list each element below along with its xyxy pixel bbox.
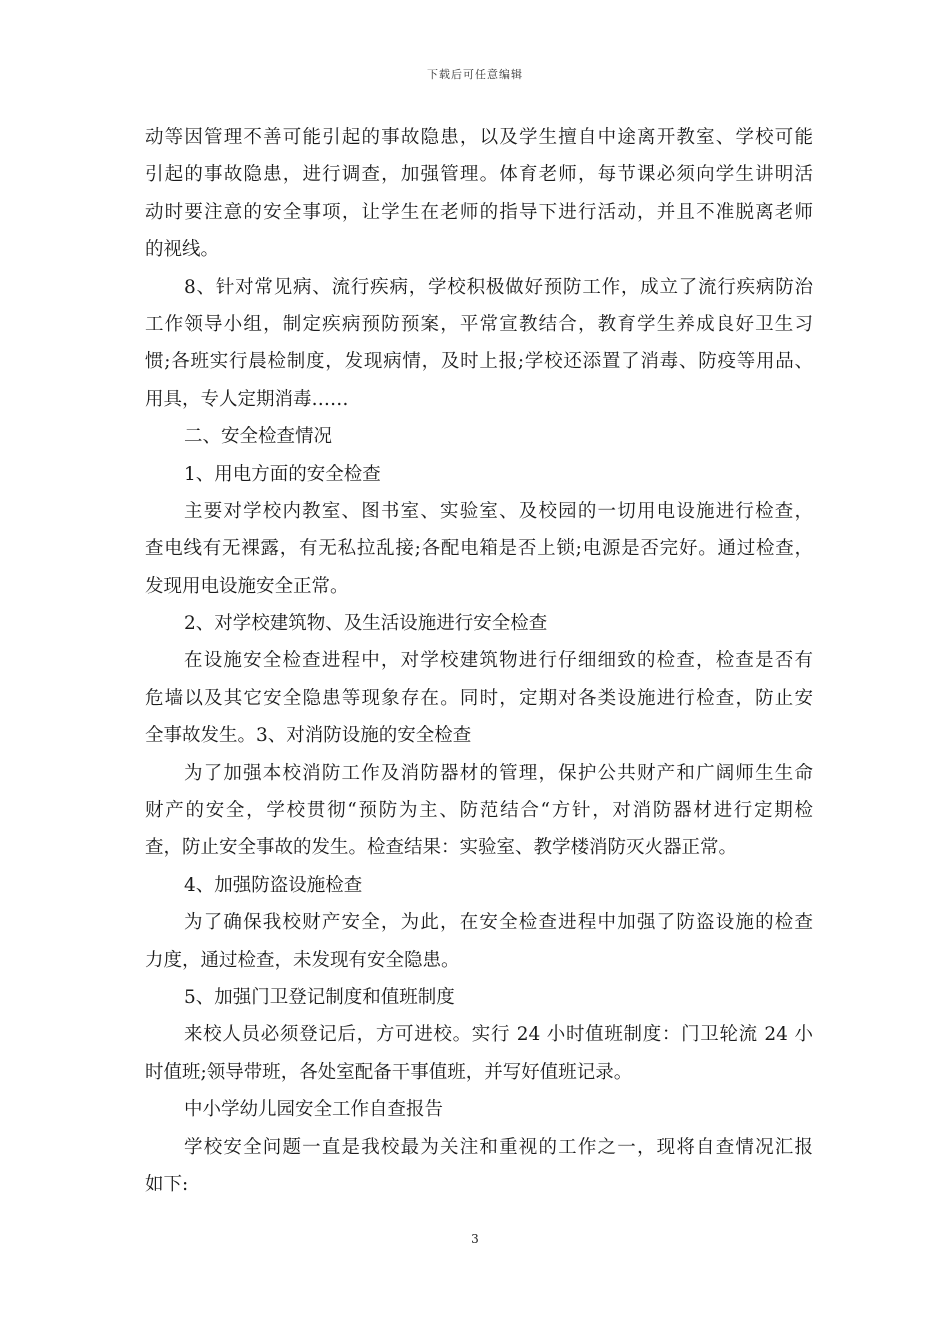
text-line: 力度，通过检查，未发现有安全隐患。 <box>145 949 460 971</box>
text-line: 危墙以及其它安全隐患等现象存在。同时，定期对各类设施进行检查，防止安 <box>145 687 813 709</box>
text-line: 为了确保我校财产安全，为此，在安全检查进程中加强了防盗设施的检查 <box>184 912 813 934</box>
text-line: 来校人员必须登记后，方可进校。实行 24 小时值班制度：门卫轮流 24 小 <box>184 1024 813 1046</box>
page-number: 3 <box>471 1232 479 1246</box>
text-line: 查电线有无裸露，有无私拉乱接;各配电箱是否上锁;电源是否完好。通过检查， <box>145 538 813 560</box>
text-line: 工作领导小组，制定疾病预防预案，平常宣教结合，教育学生养成良好卫生习 <box>145 313 813 335</box>
text-line: 时值班;领导带班，各处室配备干事值班，并写好值班记录。 <box>145 1061 633 1083</box>
text-line: 发现用电设施安全正常。 <box>145 575 349 597</box>
text-line: 引起的事故隐患，进行调查，加强管理。体育老师，每节课必须向学生讲明活 <box>145 164 813 186</box>
body-text <box>145 119 813 1203</box>
text-line: 二、安全检查情况 <box>184 426 333 448</box>
text-line: 为了加强本校消防工作及消防器材的管理，保护公共财产和广阔师生生命 <box>184 762 813 784</box>
text-line: 如下: <box>145 1173 189 1195</box>
text-line: 8、针对常见病、流行疾病，学校积极做好预防工作，成立了流行疾病防治 <box>184 276 813 298</box>
text-line: 全事故发生。3、对消防设施的安全检查 <box>145 725 472 747</box>
text-line: 财产的安全，学校贯彻“预防为主、防范结合“方针，对消防器材进行定期检 <box>145 800 813 822</box>
text-line: 2、对学校建筑物、及生活设施进行安全检查 <box>184 613 548 635</box>
page-header: 下载后可任意编辑 <box>427 68 523 81</box>
text-line: 主要对学校内教室、图书室、实验室、及校园的一切用电设施进行检查， <box>184 500 813 522</box>
text-line: 中小学幼儿园安全工作自查报告 <box>184 1099 444 1121</box>
text-line: 惯;各班实行晨检制度，发现病情，及时上报;学校还添置了消毒、防疫等用品、 <box>145 351 813 373</box>
text-line: 在设施安全检查进程中，对学校建筑物进行仔细细致的检查，检查是否有 <box>184 650 813 672</box>
text-line: 动时要注意的安全事项，让学生在老师的指导下进行活动，并且不准脱离老师 <box>145 201 813 223</box>
text-line: 的视线。 <box>145 239 220 261</box>
text-line: 4、加强防盗设施检查 <box>184 874 363 896</box>
text-line: 学校安全问题一直是我校最为关注和重视的工作之一，现将自查情况汇报 <box>184 1136 813 1158</box>
text-line: 用具，专人定期消毒…… <box>145 388 349 410</box>
text-line: 5、加强门卫登记制度和值班制度 <box>184 986 455 1008</box>
text-line: 1、用电方面的安全检查 <box>184 463 381 485</box>
text-line: 查，防止安全事故的发生。检查结果：实验室、教学楼消防灭火器正常。 <box>145 837 738 859</box>
text-line: 动等因管理不善可能引起的事故隐患，以及学生擅自中途离开教室、学校可能 <box>145 127 813 148</box>
